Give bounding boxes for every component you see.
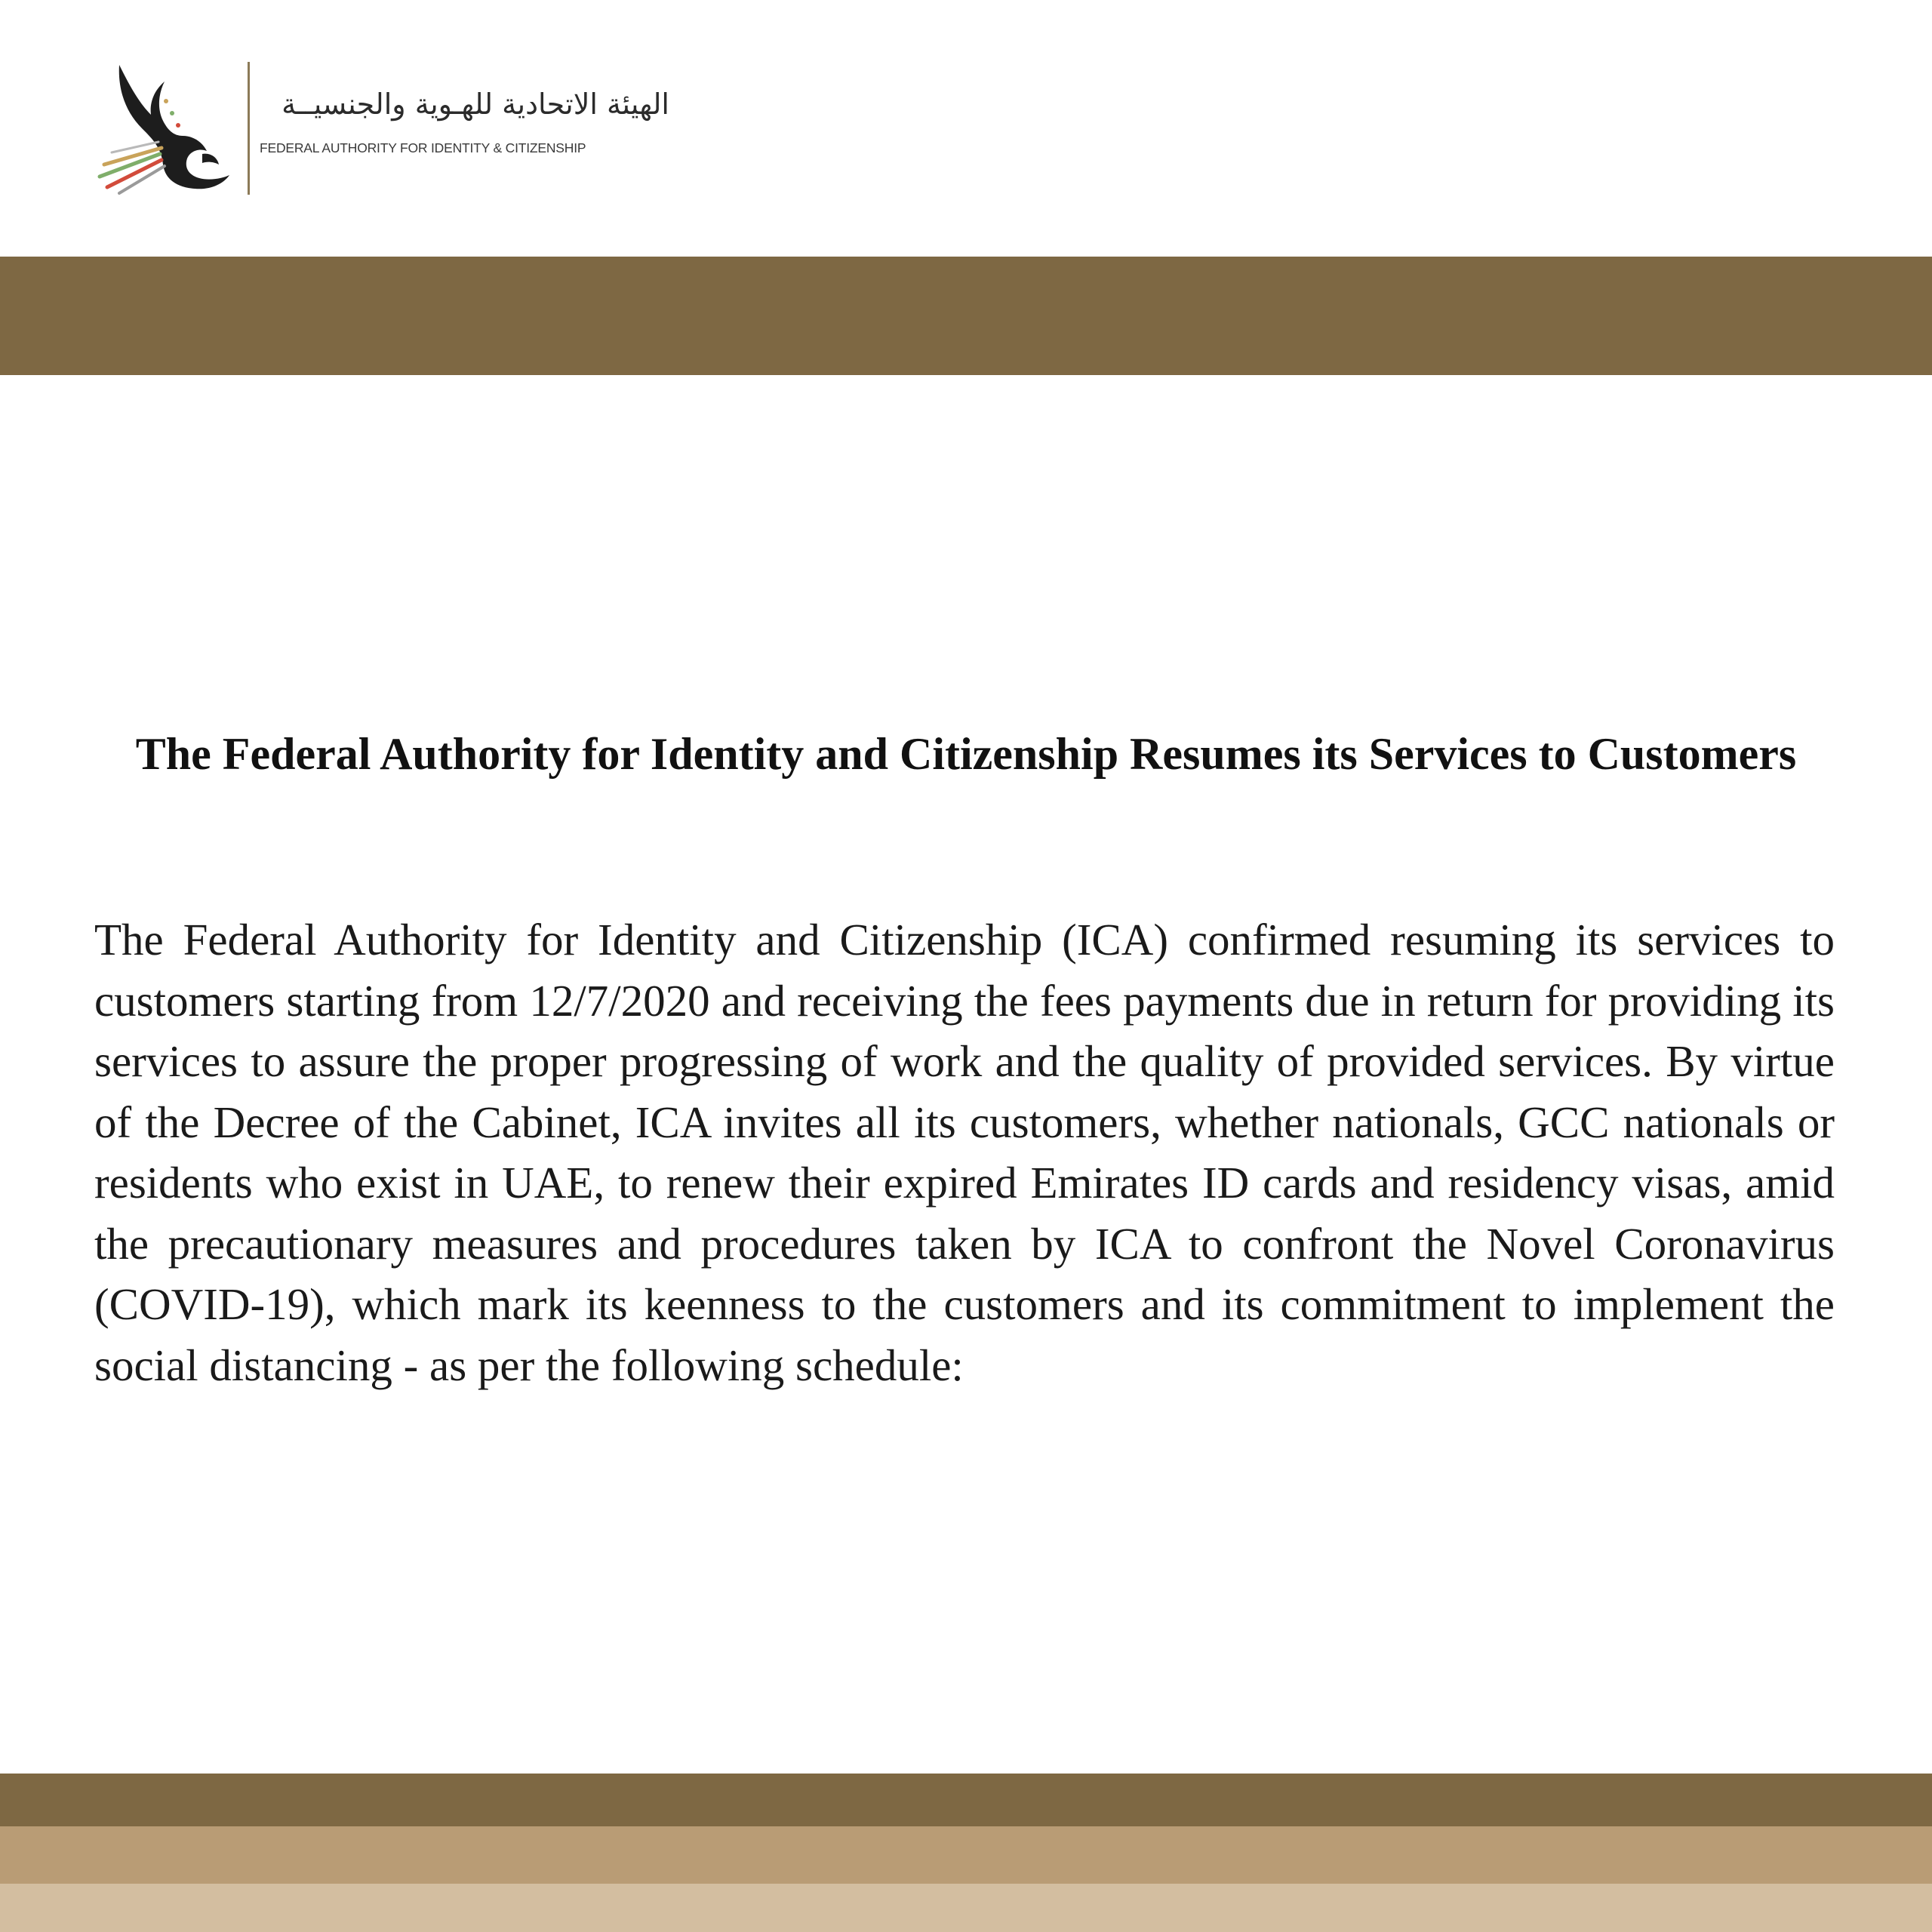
document-body: The Federal Authority for Identity and Citizenship (ICA) confirmed resuming its services to customers starting from 12/7/2020 and receiving the fees payments due in return for providing its services to assure the proper progressing of work and the quality of provided services. By virtue of the Decree of the Cabinet, ICA invites all its customers, whether nationals, GCC nationals or residents who exist in UAE, to renew their expired Emirates ID cards and residency visas, amid the precautionary measures and procedures taken by ICA to confront the Novel Coronavirus (COVID-19), which mark its keenness to the customers and its commitment to implement the social distancing - as per the following schedule: <box>94 915 1835 1390</box>
footer-band-mid <box>0 1826 1932 1884</box>
org-name-arabic: الهيئة الاتحادية للهـوية والجنسيــة <box>281 88 669 121</box>
footer-band-light <box>0 1884 1932 1932</box>
page-header <box>0 0 1932 257</box>
document-title: The Federal Authority for Identity and Citizenship Resumes its Services to Customers <box>135 729 1797 779</box>
logo-divider <box>248 62 250 195</box>
header-band <box>0 257 1932 375</box>
org-name-english: FEDERAL AUTHORITY FOR IDENTITY & CITIZENSHIP <box>260 140 586 155</box>
falcon-emblem-icon <box>89 59 240 195</box>
footer-band-dark <box>0 1774 1932 1826</box>
